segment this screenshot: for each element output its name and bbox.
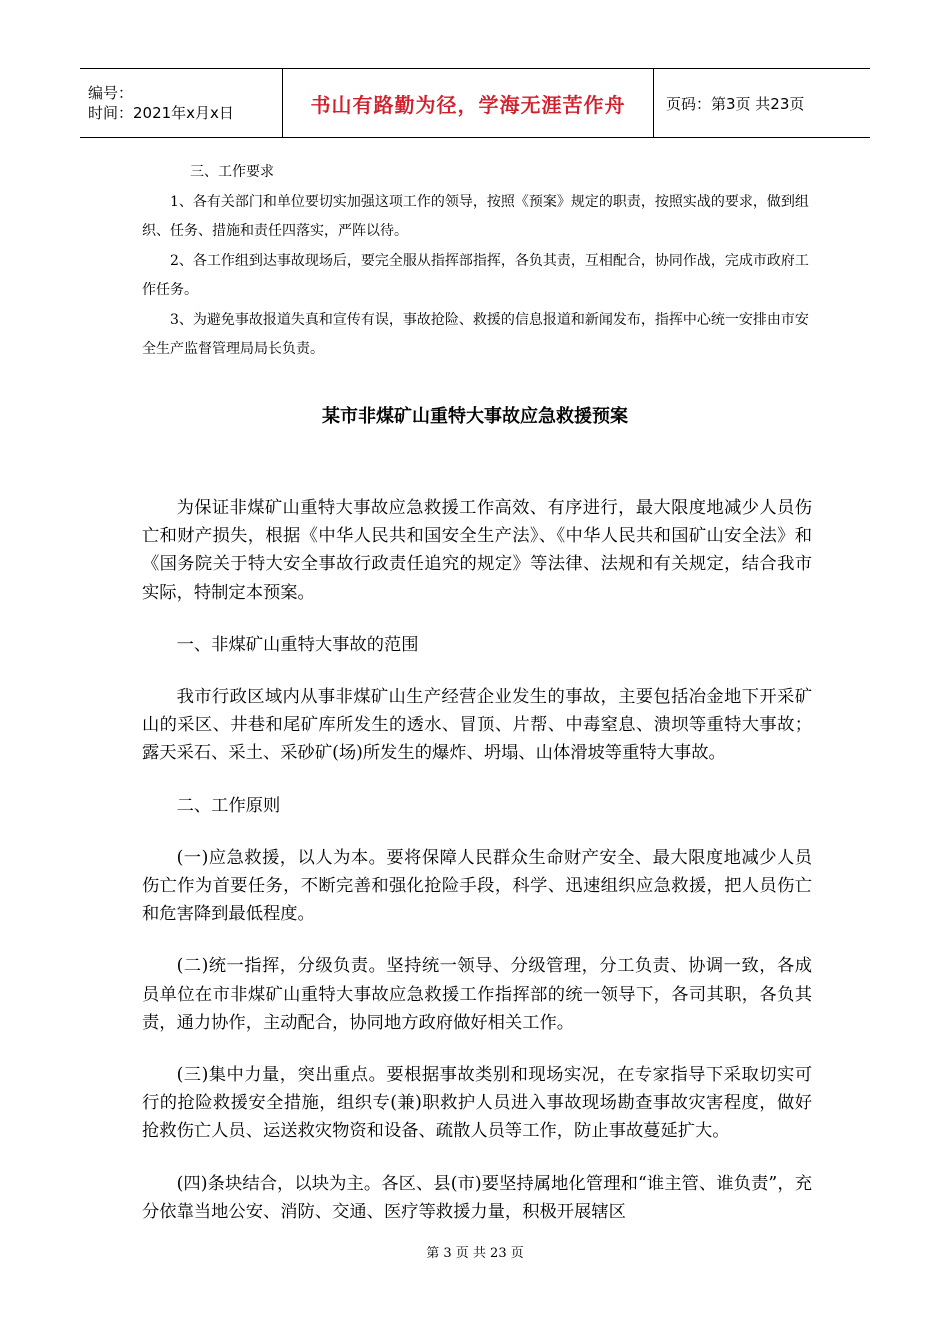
intro-paragraph: 为保证非煤矿山重特大事故应急救援工作高效、有序进行，最大限度地减少人员伤亡和财产损失，根据《中华人民共和国安全生产法》、《中华人民共和国矿山安全法》和《国务院关于特大安全事故行政责任追究的规定》等法律、法规和有关规定，结合我市实际，特制定本预案。 (142, 498, 812, 603)
time-label: 时间：2021年x月x日 (88, 104, 234, 122)
requirements-heading: 三、工作要求 (190, 164, 274, 180)
page-footer: 第 3 页 共 23 页 (426, 1246, 524, 1261)
page-info: 页码：第3页 共23页 (666, 94, 805, 113)
document-body (142, 494, 812, 1250)
header-meta (80, 69, 282, 137)
number-label: 编号： (88, 84, 134, 102)
document-title: 某市非煤矿山重特大事故应急救援预案 (322, 406, 628, 427)
requirement-item-3: 3、为避免事故报道失真和宣传有误，事故抢险、救援的信息报道和新闻发布，指挥中心统一安排由市安全生产监督管理局局长负责。 (142, 311, 809, 357)
scope-paragraph: 我市行政区域内从事非煤矿山生产经营企业发生的事故，主要包括冶金地下开采矿山的采区、井巷和尾矿库所发生的透水、冒顶、片帮、中毒窒息、溃坝等重特大事故；露天采石、采土、采砂矿(场)所发生的爆炸、坍塌、山体滑坡等重特大事故。 (142, 687, 812, 764)
requirement-item-1: 1、各有关部门和单位要切实加强这项工作的领导，按照《预案》规定的职责，按照实战的要求，做到组织、任务、措施和责任四落实，严阵以待。 (142, 193, 809, 239)
principle-4: (四)条块结合，以块为主。各区、县(市)要坚持属地化管理和“谁主管、谁负责”，充分依靠当地公安、消防、交通、医疗等救援力量，积极开展辖区 (142, 1173, 812, 1222)
scope-heading: 一、非煤矿山重特大事故的范围 (176, 634, 419, 655)
section-requirements (142, 158, 812, 365)
page-header (80, 68, 870, 138)
principle-1: (一)应急救援，以人为本。要将保障人民群众生命财产安全、最大限度地减少人员伤亡作为首要任务，不断完善和强化抢险手段，科学、迅速组织应急救援，把人员伤亡和危害降到最低程度。 (142, 847, 812, 925)
requirement-item-2: 2、各工作组到达事故现场后，要完全服从指挥部指挥，各负其责，互相配合，协同作战，完成市政府工作任务。 (142, 252, 809, 298)
principle-2: (二)统一指挥，分级负责。坚持统一领导、分级管理，分工负责、协调一致，各成员单位在市非煤矿山重特大事故应急救援工作指挥部的统一领导下，各司其职，各负其责，通力协作，主动配合，协同地方政府做好相关工作。 (142, 956, 812, 1033)
principles-heading: 二、工作原则 (176, 795, 281, 816)
header-motto-cell (282, 69, 654, 137)
principle-3: (三)集中力量，突出重点。要根据事故类别和现场实况，在专家指导下采取切实可行的抢险救援安全措施，组织专(兼)职救护人员进入事故现场勘查事故灾害程度，做好抢救伤亡人员、运送救灾物资和设备、疏散人员等工作，防止事故蔓延扩大。 (142, 1065, 812, 1142)
header-page-info (654, 69, 870, 137)
motto: 书山有路勤为径，学海无涯苦作舟 (310, 92, 626, 117)
